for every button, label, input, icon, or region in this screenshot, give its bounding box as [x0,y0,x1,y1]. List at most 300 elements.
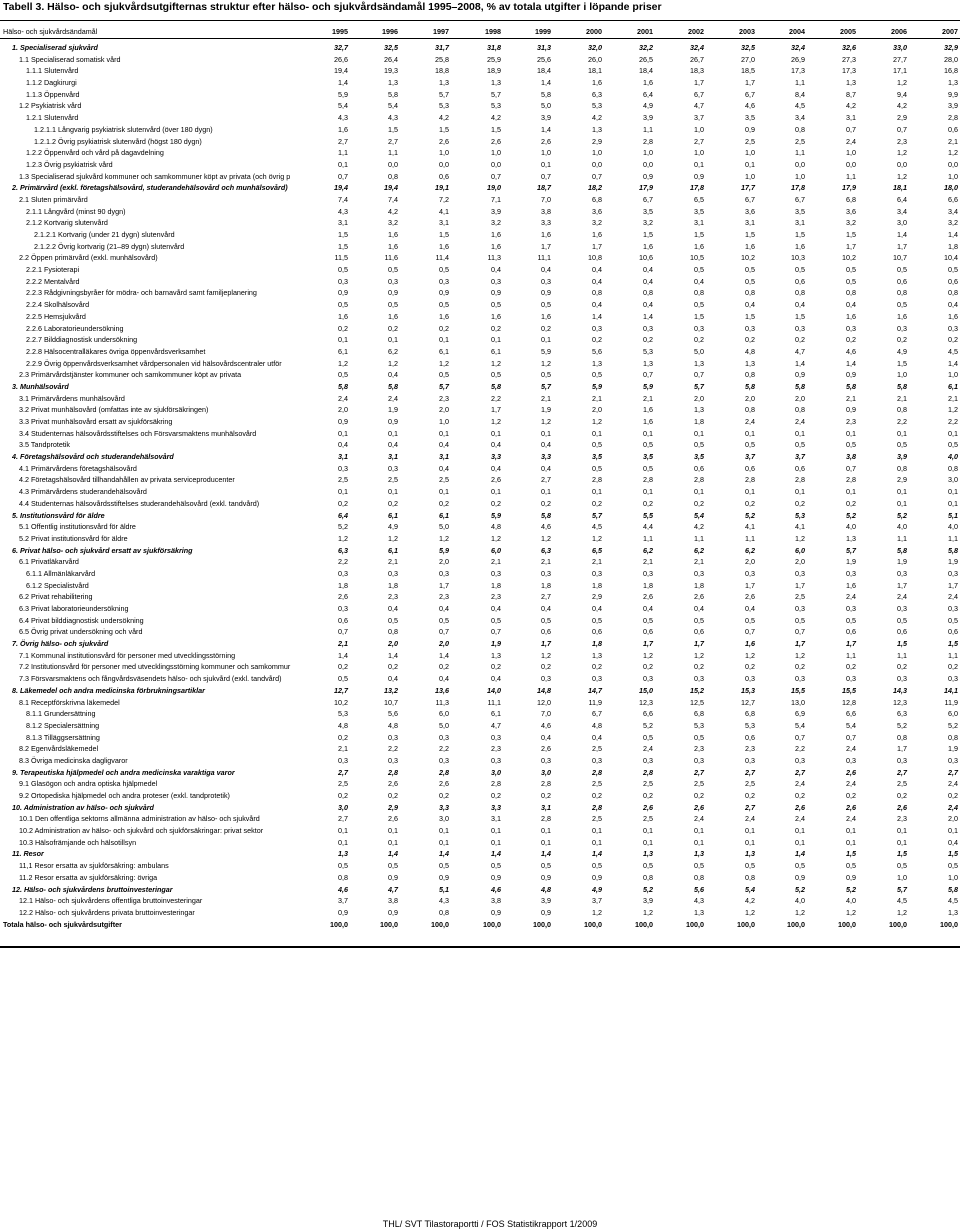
table-cell: 2,2 [491,393,501,403]
table-cell: 3,6 [846,206,856,216]
year-header: 1998 [485,27,501,36]
table-cell: 1,5 [439,124,449,134]
table-cell: 1,9 [491,639,501,649]
table-cell: 2,7 [897,767,907,777]
table-cell: 5,8 [541,510,551,520]
row-label: 7.3 Försvarsmaktens och fångvårdsväsendets hälso- och sjukvård (exkl. tandvård) [19,674,282,684]
table-cell: 17,3 [791,66,805,76]
table-cell: 0,1 [643,487,653,497]
table-cell: 2,0 [795,393,805,403]
table-cell: 2,4 [948,779,958,789]
table-cell: 1,4 [491,849,501,859]
table-cell: 19,4 [334,183,348,193]
table-cell: 7,4 [338,194,348,204]
table-cell: 2,4 [795,814,805,824]
table-cell: 2,8 [592,475,602,485]
table-cell: 1,0 [948,171,958,181]
table-cell: 1,8 [592,580,602,590]
year-header: 2007 [942,27,958,36]
table-cell: 0,3 [795,568,805,578]
table-cell: 1,7 [643,639,653,649]
table-cell: 5,7 [592,510,602,520]
table-cell: 1,3 [592,650,602,660]
table-cell: 5,4 [745,884,755,894]
table-cell: 0,5 [897,265,907,275]
bottom-rule [0,946,960,948]
table-cell: 4,2 [846,101,856,111]
table-cell: 5,8 [388,89,398,99]
table-row [0,498,960,510]
table-cell: 3,7 [338,896,348,906]
table-cell: 2,6 [897,802,907,812]
table-cell: 1,0 [897,872,907,882]
table-row [0,217,960,229]
table-cell: 1,7 [592,241,602,251]
table-cell: 1,3 [694,405,704,415]
table-cell: 2,0 [694,393,704,403]
table-cell: 3,9 [491,206,501,216]
table-cell: 5,3 [745,720,755,730]
table-cell: 5,3 [643,346,653,356]
table-cell: 1,5 [897,849,907,859]
table-row [0,755,960,767]
table-cell: 2,4 [948,802,958,812]
table-row [0,65,960,77]
table-cell: 0,3 [745,323,755,333]
table-cell: 18,4 [537,66,551,76]
table-cell: 12,5 [690,697,704,707]
table-row [0,404,960,416]
table-cell: 0,5 [643,615,653,625]
table-cell: 0,1 [694,837,704,847]
table-cell: 1,7 [491,405,501,415]
table-cell: 10,7 [893,253,907,263]
table-cell: 5,6 [388,709,398,719]
table-cell: 2,7 [338,767,348,777]
table-cell: 5,4 [795,720,805,730]
table-cell: 1,2 [846,907,856,917]
table-cell: 2,8 [541,779,551,789]
table-cell: 0,3 [439,568,449,578]
table-cell: 0,1 [643,826,653,836]
table-cell: 100,0 [330,919,348,929]
table-cell: 0,4 [643,265,653,275]
table-cell: 0,2 [694,498,704,508]
table-cell: 0,2 [846,335,856,345]
table-cell: 0,2 [897,791,907,800]
table-cell: 0,9 [694,171,704,181]
table-cell: 32,4 [791,43,805,52]
table-cell: 4,0 [795,896,805,906]
table-cell: 6,8 [694,709,704,719]
table-cell: 0,7 [491,627,501,637]
table-row [0,767,960,779]
table-cell: 0,3 [745,755,755,765]
table-cell: 4,2 [491,113,501,123]
table-cell: 4,0 [948,522,958,532]
table-cell: 6,4 [897,194,907,204]
table-cell: 0,4 [541,463,551,473]
table-cell: 4,8 [745,346,755,356]
table-cell: 2,6 [694,592,704,602]
table-cell: 12,7 [741,697,755,707]
table-cell: 1,1 [795,148,805,158]
table-cell: 3,3 [491,452,501,462]
table-cell: 6,3 [897,709,907,719]
table-cell: 2,7 [745,802,755,812]
table-cell: 1,2 [541,533,551,543]
table-cell: 7,0 [541,194,551,204]
table-cell: 0,8 [745,370,755,380]
table-cell: 1,9 [388,405,398,415]
table-cell: 0,3 [592,568,602,578]
table-cell: 2,1 [388,557,398,567]
table-cell: 3,8 [846,452,856,462]
table-cell: 5,0 [541,101,551,111]
table-cell: 100,0 [686,919,704,929]
table-cell: 0,5 [846,615,856,625]
row-label: 6.1 Privatläkarvård [19,557,79,567]
year-header: 2000 [586,27,602,36]
table-cell: 0,1 [491,335,501,345]
table-cell: 0,4 [439,674,449,684]
table-cell: 0,5 [491,861,501,871]
table-cell: 2,0 [592,405,602,415]
table-cell: 1,5 [745,230,755,239]
table-cell: 1,4 [439,849,449,859]
table-cell: 6,6 [643,709,653,719]
row-label: 1.2.1 Slutenvård [26,113,79,123]
table-row [0,171,960,183]
table-cell: 12,3 [893,697,907,707]
table-cell: 5,5 [643,510,653,520]
year-header: 1995 [332,27,348,36]
table-cell: 2,4 [846,779,856,789]
table-cell: 19,3 [384,66,398,76]
table-cell: 1,3 [439,78,449,88]
table-cell: 0,9 [388,907,398,917]
table-cell: 1,0 [948,370,958,380]
table-cell: 1,2 [338,533,348,543]
row-label: 2.2.1 Fysioterapi [26,265,80,275]
table-cell: 2,3 [694,744,704,754]
table-cell: 0,1 [846,487,856,497]
table-cell: 2,8 [795,475,805,485]
table-cell: 1,3 [338,849,348,859]
table-cell: 5,6 [592,346,602,356]
table-cell: 0,2 [846,498,856,508]
table-cell: 0,9 [592,872,602,882]
table-row [0,732,960,744]
row-label: 8.1 Receptförskrivna läkemedel [19,697,120,707]
table-cell: 2,4 [795,779,805,789]
table-cell: 0,4 [745,300,755,310]
table-cell: 0,4 [491,265,501,275]
table-cell: 0,2 [643,335,653,345]
table-cell: 1,6 [388,241,398,251]
table-cell: 1,1 [846,171,856,181]
table-cell: 1,2 [541,650,551,660]
table-cell: 2,6 [388,814,398,824]
table-cell: 0,1 [948,826,958,836]
row-label: 4.4 Studenternas hälsovårdsstiftelses studerandehälsovård (exkl. tandvård) [19,498,260,508]
table-cell: 5,1 [439,884,449,894]
table-cell: 0,3 [795,604,805,613]
table-cell: 1,0 [643,148,653,158]
table-row [0,474,960,486]
table-cell: 0,2 [338,732,348,742]
table-cell: 19,1 [435,183,449,193]
table-cell: 0,4 [592,300,602,310]
table-row [0,580,960,592]
table-cell: 0,3 [897,674,907,684]
table-row [0,77,960,89]
table-cell: 1,8 [541,580,551,590]
row-label: 2.2.7 Bilddiagnostisk undersökning [26,335,138,345]
row-label: 2.2.3 Rådgivningsbyråer för mödra- och barnavård samt familjeplanering [26,288,257,298]
table-cell: 1,6 [541,230,551,239]
table-cell: 2,5 [694,779,704,789]
table-cell: 1,7 [541,241,551,251]
table-cell: 0,5 [592,615,602,625]
table-cell: 6,0 [439,709,449,719]
table-cell: 19,4 [334,66,348,76]
table-cell: 1,8 [643,580,653,590]
row-label: 2.2.2 Mentalvård [26,276,80,286]
table-cell: 0,3 [846,755,856,765]
table-row [0,416,960,428]
table-cell: 0,5 [643,463,653,473]
row-label: 10.2 Administration av hälso- och sjukvård och sjukförsäkringar: privat sektor [19,826,264,836]
table-cell: 0,5 [338,265,348,275]
table-cell: 4,0 [897,522,907,532]
table-row [0,159,960,171]
table-cell: 0,5 [694,861,704,871]
row-label: 11,1 Resor ersatta av sjukförsäkring: ambulans [19,861,169,871]
table-cell: 5,0 [694,346,704,356]
table-cell: 5,2 [897,510,907,520]
table-cell: 32,4 [690,43,704,52]
year-header: 1999 [535,27,551,36]
table-cell: 3,4 [795,113,805,123]
table-cell: 1,9 [846,557,856,567]
table-cell: 0,8 [643,288,653,298]
table-cell: 3,0 [897,218,907,228]
table-row [0,439,960,451]
table-cell: 10,4 [944,253,958,263]
table-cell: 2,3 [846,417,856,426]
table-cell: 0,2 [846,662,856,672]
table-cell: 18,9 [487,66,501,76]
table-cell: 2,5 [795,592,805,602]
table-cell: 32,9 [944,43,958,52]
table-cell: 1,4 [541,78,551,88]
table-cell: 5,2 [745,510,755,520]
table-cell: 0,5 [948,861,958,871]
table-cell: 2,5 [745,779,755,789]
table-cell: 0,4 [491,674,501,684]
table-cell: 2,6 [694,802,704,812]
table-cell: 6,0 [948,709,958,719]
total-row [0,919,960,931]
table-cell: 0,3 [592,755,602,765]
table-cell: 100,0 [787,919,805,929]
table-cell: 27,3 [842,54,856,64]
table-cell: 0,9 [491,907,501,917]
table-cell: 0,8 [745,288,755,298]
table-cell: 2,5 [388,475,398,485]
table-cell: 1,4 [338,78,348,88]
table-cell: 0,2 [694,335,704,345]
table-cell: 0,8 [694,288,704,298]
table-cell: 17,7 [741,183,755,193]
table-cell: 2,0 [745,393,755,403]
table-cell: 3,1 [694,218,704,228]
table-row [0,369,960,381]
table-cell: 1,5 [643,230,653,239]
table-cell: 0,3 [643,568,653,578]
table-cell: 2,1 [541,557,551,567]
table-cell: 1,4 [846,358,856,368]
table-cell: 2,5 [592,744,602,754]
table-cell: 0,3 [694,568,704,578]
table-cell: 0,4 [694,276,704,286]
table-cell: 18,2 [588,183,602,193]
table-cell: 3,5 [694,452,704,462]
table-cell: 2,0 [948,814,958,824]
table-row [0,346,960,358]
table-cell: 1,2 [948,148,958,158]
table-cell: 1,4 [541,124,551,134]
table-cell: 7,1 [491,194,501,204]
table-cell: 0,6 [745,732,755,742]
table-cell: 4,0 [948,452,958,462]
table-cell: 100,0 [889,919,907,929]
table-cell: 2,1 [846,393,856,403]
table-cell: 0,5 [897,440,907,450]
table-cell: 1,4 [897,230,907,239]
table-cell: 17,8 [690,183,704,193]
table-cell: 0,3 [643,755,653,765]
row-label: 8.2 Egenvårdsläkemedel [19,744,99,754]
table-cell: 0,1 [338,335,348,345]
row-label: 10.1 Den offentliga sektorns allmänna administration av hälso- och sjukvård [19,814,260,824]
table-cell: 0,9 [795,370,805,380]
table-cell: 2,8 [643,475,653,485]
table-row [0,252,960,264]
table-cell: 4,2 [592,113,602,123]
table-cell: 0,5 [897,615,907,625]
table-cell: 1,8 [388,580,398,590]
table-cell: 3,9 [541,896,551,906]
table-cell: 0,3 [745,568,755,578]
table-cell: 0,1 [338,826,348,836]
table-cell: 0,5 [439,370,449,380]
table-cell: 0,5 [694,615,704,625]
table-cell: 1,0 [846,148,856,158]
table-cell: 0,2 [439,498,449,508]
table-cell: 6,3 [541,545,551,555]
table-cell: 4,5 [897,896,907,906]
table-cell: 0,5 [745,440,755,450]
table-cell: 6,3 [338,545,348,555]
table-cell: 6,8 [592,194,602,204]
table-cell: 0,3 [541,568,551,578]
table-cell: 0,5 [491,370,501,380]
table-row [0,182,960,194]
table-cell: 0,5 [745,265,755,275]
table-cell: 2,3 [897,814,907,824]
table-cell: 4,1 [439,206,449,216]
table-cell: 2,5 [795,136,805,146]
table-cell: 0,5 [388,265,398,275]
table-cell: 0,5 [338,674,348,684]
table-cell: 0,8 [388,171,398,181]
table-cell: 5,8 [846,381,856,391]
table-cell: 1,6 [491,311,501,321]
table-cell: 1,4 [592,311,602,321]
table-cell: 5,6 [694,884,704,894]
table-cell: 4,5 [948,896,958,906]
table-cell: 0,5 [439,265,449,275]
table-cell: 1,1 [694,533,704,543]
table-cell: 0,3 [694,755,704,765]
table-cell: 1,6 [388,230,398,239]
table-cell: 1,5 [948,639,958,649]
table-cell: 0,9 [846,370,856,380]
table-cell: 1,2 [541,417,551,426]
table-cell: 1,7 [948,580,958,590]
table-cell: 2,1 [338,744,348,754]
table-cell: 1,0 [694,124,704,134]
table-cell: 13,6 [435,685,449,695]
row-label: 9.1 Glasögon och andra optiska hjälpmedel [19,779,158,789]
table-row [0,510,960,522]
table-cell: 2,7 [948,767,958,777]
table-cell: 5,7 [439,89,449,99]
table-cell: 0,9 [439,288,449,298]
table-cell: 0,5 [388,615,398,625]
table-cell: 2,1 [491,557,501,567]
table-cell: 32,5 [741,43,755,52]
table-cell: 2,2 [439,744,449,754]
table-cell: 3,3 [541,218,551,228]
table-cell: 0,4 [592,265,602,275]
table-cell: 0,4 [643,276,653,286]
table-cell: 0,5 [897,300,907,310]
table-cell: 0,6 [795,463,805,473]
table-cell: 0,2 [439,662,449,672]
table-cell: 11,9 [944,697,958,707]
row-label: 6.1.1 Allmänläkarvård [26,568,96,578]
table-cell: 0,8 [897,463,907,473]
table-cell: 4,6 [541,522,551,532]
table-cell: 0,0 [897,159,907,169]
table-cell: 0,6 [439,171,449,181]
table-cell: 2,8 [846,475,856,485]
table-cell: 0,3 [439,276,449,286]
table-cell: 17,8 [791,183,805,193]
table-cell: 1,3 [846,78,856,88]
table-cell: 2,0 [439,557,449,567]
table-cell: 5,0 [439,720,449,730]
table-cell: 28,0 [944,54,958,64]
table-cell: 1,9 [948,744,958,754]
table-cell: 0,1 [491,487,501,497]
table-cell: 1,2 [795,650,805,660]
row-label: 6.4 Privat bilddiagnostisk undersökning [19,615,144,625]
table-cell: 5,9 [541,346,551,356]
